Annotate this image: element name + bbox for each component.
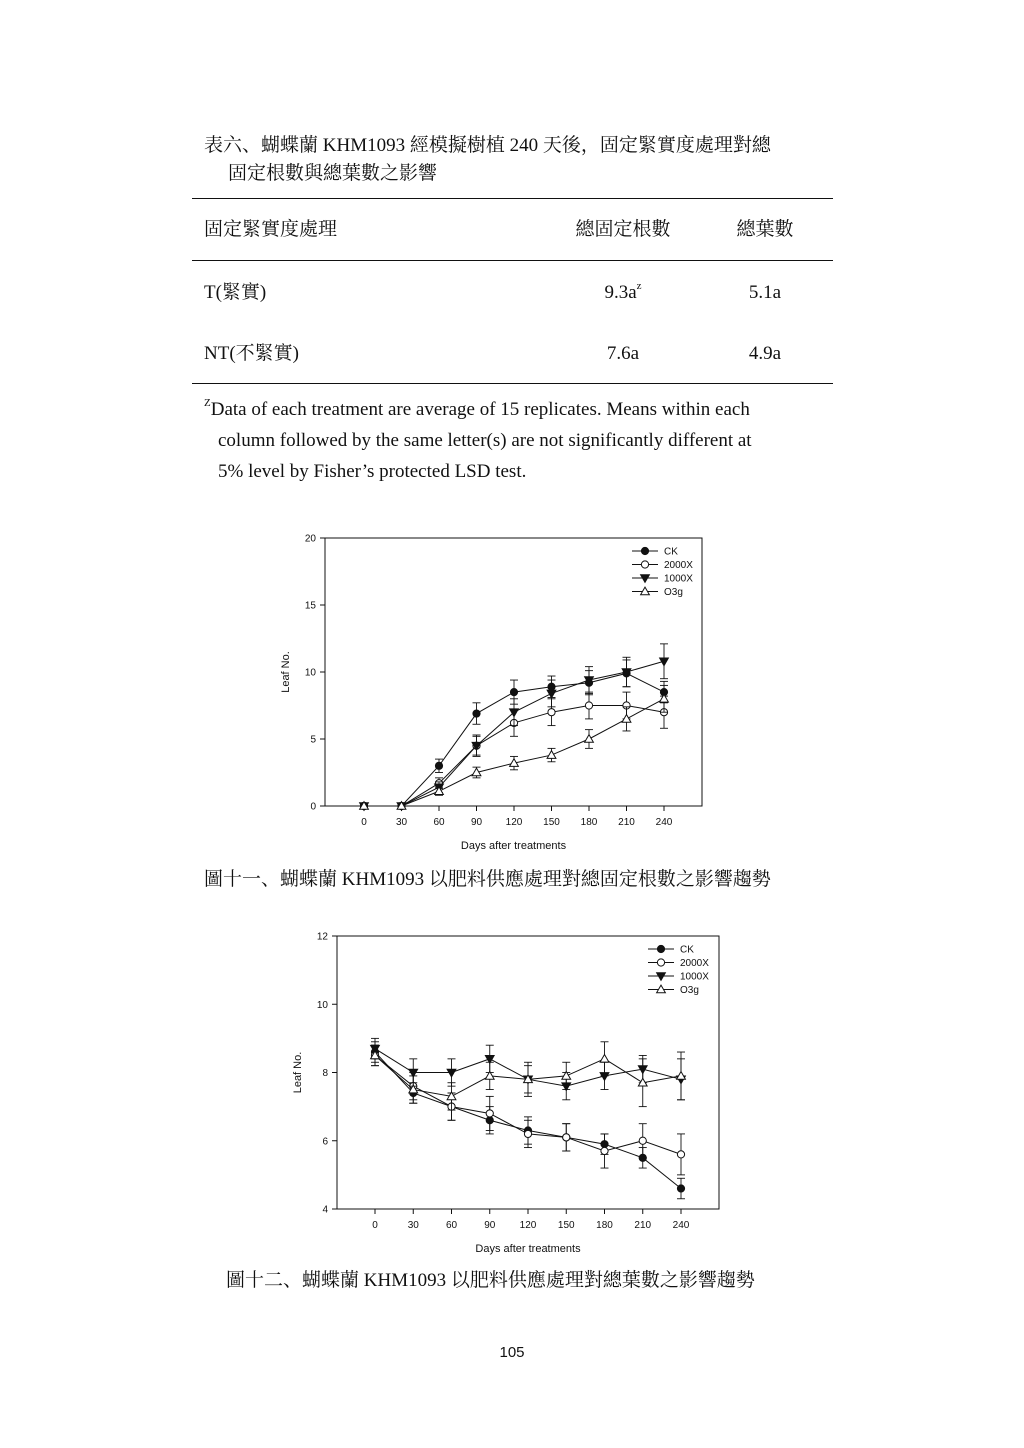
chart2-series-3-point-2 (447, 1092, 456, 1100)
chart1-xtick-label-7: 210 (618, 817, 635, 828)
chart2-legend-marker-2 (657, 973, 666, 981)
chart2-series-1-point-4 (524, 1130, 531, 1137)
footnote-line3: 5% level by Fisher’s protected LSD test. (218, 461, 527, 482)
chart2-ylabel: Leaf No. (292, 1051, 304, 1094)
chart2-series-0-point-4 (524, 1127, 531, 1134)
chart1-series-2-line (364, 661, 664, 806)
chart1-series-1-point-2 (435, 780, 442, 787)
chart1-legend-marker-3 (641, 587, 650, 595)
chart1-series-3-point-0 (360, 802, 369, 810)
chart2-ytick-label-0: 4 (322, 1204, 328, 1216)
chart2-series-2-point-0 (371, 1045, 380, 1053)
chart1-series-1-point-3 (473, 742, 480, 749)
chart1-series-2-point-8 (660, 658, 669, 666)
chart2-series-0-point-7 (639, 1154, 646, 1161)
chart1-legend-marker-1 (641, 561, 648, 568)
chart1-series-3-point-3 (472, 768, 481, 776)
chart2-ytick-label-1: 6 (322, 1136, 328, 1148)
chart1-series-2-point-2 (435, 784, 444, 792)
chart2-legend-label-3: O3g (680, 985, 699, 996)
footnote-mark: Z (204, 397, 211, 409)
chart1-series-0-point-1 (398, 802, 405, 809)
chart2-series-0-point-1 (410, 1089, 417, 1096)
header-treatment: 固定緊實度處理 (204, 219, 338, 240)
chart1-series-0-point-4 (510, 689, 517, 696)
chart2-legend-label-0: CK (680, 944, 694, 956)
chart2-legend-label-1: 2000X (680, 958, 709, 969)
chart1-ytick-label-0: 0 (310, 801, 316, 813)
chart2-xtick-label-8: 240 (672, 1220, 690, 1231)
chart1-series-3-point-5 (547, 751, 556, 759)
row-1-roots (604, 281, 641, 305)
chart1-series-0-point-3 (473, 710, 480, 717)
chart2-series-3-point-3 (485, 1072, 494, 1080)
row-2-leaves: 4.9a (748, 343, 782, 364)
chart1-xtick-label-1: 30 (395, 817, 408, 828)
chart2-legend-marker-3 (657, 985, 666, 993)
chart2-series-2-point-8 (677, 1076, 686, 1084)
chart2-xtick-label-5: 150 (557, 1220, 575, 1231)
chart2-xtick-label-7: 210 (634, 1220, 652, 1231)
chart1-xtick-label-5: 150 (543, 817, 560, 828)
chart1-series-2-point-1 (397, 803, 406, 811)
chart1-xlabel: Days after treatments (460, 840, 567, 852)
chart1-series-1-point-1 (398, 802, 405, 809)
row-2-roots-value: 7.6a (606, 343, 640, 364)
chart2-xtick-label-4: 120 (519, 1220, 537, 1231)
chart1-series-0-point-6 (585, 679, 592, 686)
chart1-series-3-point-8 (660, 694, 669, 702)
chart1-plot-frame (325, 538, 702, 806)
chart2-series-3-point-1 (409, 1085, 418, 1093)
chart2-series-1-point-0 (371, 1052, 378, 1059)
chart2-series-1-point-7 (639, 1137, 646, 1144)
table-header-rule (192, 260, 833, 261)
chart1-series-1-point-7 (623, 702, 630, 709)
chart2-series-0-line (375, 1052, 681, 1189)
chart2-legend-label-2: 1000X (680, 971, 709, 983)
chart1-series-1-point-6 (585, 702, 592, 709)
chart2-series-3-point-7 (638, 1078, 647, 1086)
chart1-series-0-point-5 (548, 683, 555, 690)
chart1-legend-marker-0 (641, 547, 648, 554)
row-1-leaves: 5.1a (748, 282, 782, 303)
chart1-series-3-point-1 (397, 802, 406, 810)
chart2-ytick-label-3: 10 (316, 999, 328, 1011)
chart1-series-1-point-4 (510, 719, 517, 726)
chart1-series-0-point-2 (435, 762, 442, 769)
page-number: 105 (499, 1344, 525, 1361)
chart2-series-1-point-2 (448, 1103, 455, 1110)
chart1-legend-marker-2 (641, 575, 650, 583)
chart2-series-2-point-3 (485, 1056, 494, 1064)
chart1-xtick-label-2: 60 (433, 817, 445, 828)
figure-12-caption: 圖十二、蝴蝶蘭 KHM1093 以肥料供應處理對總葉數之影響趨勢 (226, 1270, 755, 1291)
chart2-series-2-point-2 (447, 1069, 456, 1077)
chart2-xtick-label-3: 90 (484, 1220, 496, 1231)
chart1-ytick-label-1: 5 (310, 734, 316, 746)
header-total-roots: 總固定根數 (575, 219, 671, 240)
chart1-ytick-label-2: 10 (304, 667, 316, 679)
row-2-roots (607, 342, 639, 366)
chart2-series-3-line (375, 1055, 681, 1096)
chart2-xlabel: Days after treatments (475, 1243, 581, 1255)
chart1-legend-label-1: 2000X (664, 560, 693, 571)
chart1-xtick-label-8: 240 (655, 817, 673, 828)
chart1-series-0-line (364, 673, 664, 806)
chart2-series-1-point-5 (563, 1134, 570, 1141)
figure-11-caption: 圖十一、蝴蝶蘭 KHM1093 以肥料供應處理對總固定根數之影響趨勢 (204, 869, 771, 890)
chart1-series-2-point-7 (622, 669, 631, 677)
chart1-series-0-point-0 (360, 802, 367, 809)
row-2-treatment: NT(不緊實) (204, 343, 299, 364)
chart1-series-3-point-2 (435, 787, 444, 795)
chart2-plot-frame (337, 936, 719, 1209)
chart2-legend-marker-0 (657, 945, 664, 952)
table-caption-line2: 固定根數與總葉數之影響 (228, 163, 438, 184)
chart1-series-1-point-8 (660, 709, 667, 716)
chart2-series-0-point-3 (486, 1117, 493, 1124)
chart2-series-1-point-8 (677, 1151, 684, 1158)
chart1-series-3-point-6 (585, 735, 594, 743)
row-1-roots-superscript: z (636, 280, 642, 292)
chart2-series-0-point-2 (448, 1103, 455, 1110)
chart1-series-1-point-5 (548, 709, 555, 716)
chart1-series-3-line (364, 699, 664, 806)
chart1-xtick-label-3: 90 (470, 817, 483, 828)
row-1-treatment: T(緊實) (204, 282, 267, 303)
chart2-xtick-label-0: 0 (372, 1220, 378, 1231)
chart1-series-2-point-5 (547, 690, 556, 698)
table-top-rule (192, 198, 833, 199)
header-total-leaves: 總葉數 (736, 219, 794, 240)
row-1-roots-value: 9.3a (604, 282, 637, 303)
chart2-series-2-point-7 (638, 1066, 647, 1074)
chart2-ytick-label-4: 12 (316, 931, 328, 943)
chart1-series-0-point-8 (660, 689, 667, 696)
chart2-xtick-label-2: 60 (445, 1220, 458, 1231)
chart2-series-3-point-8 (677, 1072, 686, 1080)
chart2-ytick-label-2: 8 (322, 1068, 328, 1079)
footnote-line2: column followed by the same letter(s) are not significantly different at (218, 430, 752, 451)
chart1-series-1-line (364, 706, 664, 807)
chart1-ytick-label-3: 15 (304, 600, 316, 612)
chart1-series-3-point-4 (510, 759, 519, 767)
table-footnote (204, 394, 821, 487)
chart2-series-2-point-1 (409, 1069, 418, 1077)
table-caption-line1: 表六、蝴蝶蘭 KHM1093 經模擬樹植 240 天後，固定緊實度處理對總 (204, 135, 771, 156)
chart1-xtick-label-0: 0 (361, 817, 367, 828)
chart1-series-2-point-4 (510, 709, 519, 717)
chart1-legend-label-0: CK (664, 546, 678, 558)
chart2-series-0-point-5 (563, 1134, 570, 1141)
chart1-ytick-label-4: 20 (304, 533, 316, 545)
chart2-series-1-point-1 (410, 1083, 417, 1090)
chart2-xtick-label-1: 30 (407, 1220, 419, 1231)
chart2-series-0-point-6 (601, 1141, 608, 1148)
chart2-series-1-point-3 (486, 1110, 493, 1117)
chart2-series-2-point-4 (524, 1076, 533, 1084)
chart2-series-3-point-5 (562, 1072, 571, 1080)
chart2-series-3-point-4 (524, 1075, 533, 1083)
chart2-xtick-label-6: 180 (596, 1220, 613, 1231)
chart1-series-2-point-0 (360, 803, 369, 811)
chart2-series-1-line (375, 1055, 681, 1154)
chart2-series-2-point-5 (562, 1083, 571, 1091)
chart1-series-0-point-7 (623, 670, 630, 677)
chart1-ylabel: Leaf No. (280, 651, 292, 693)
chart1-series-1-point-0 (360, 802, 367, 809)
chart2-series-3-point-6 (600, 1054, 609, 1062)
chart2-series-1-point-6 (601, 1147, 608, 1154)
chart1-series-2-point-6 (585, 677, 594, 685)
table-bottom-rule (192, 383, 833, 384)
chart1-series-3-point-7 (622, 715, 631, 723)
chart2-series-3-point-0 (371, 1051, 380, 1059)
chart2-series-2-line (375, 1049, 681, 1087)
chart1-legend-label-2: 1000X (664, 573, 693, 585)
chart1-xtick-label-6: 180 (580, 817, 598, 828)
chart2-series-0-point-0 (371, 1048, 378, 1055)
chart2-series-0-point-8 (677, 1185, 684, 1192)
chart2-series-2-point-6 (600, 1073, 609, 1081)
chart2-legend-marker-1 (657, 959, 664, 966)
chart1-xtick-label-4: 120 (505, 817, 523, 828)
chart1-legend-label-3: O3g (664, 587, 683, 598)
chart1-series-2-point-3 (472, 742, 481, 750)
table-caption (204, 132, 834, 188)
footnote-line1: Data of each treatment are average of 15 replicates. Means within each (210, 399, 750, 420)
